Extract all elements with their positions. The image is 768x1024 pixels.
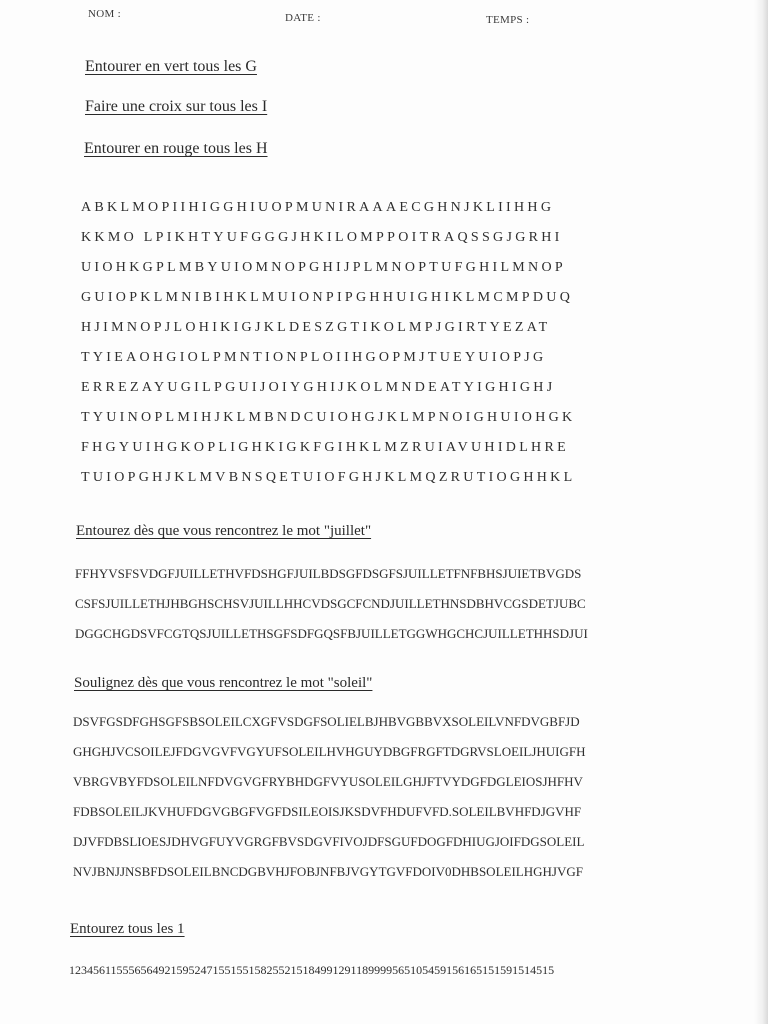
name-field-label: NOM : bbox=[88, 8, 121, 20]
juillet-line: CSFSJUILLETHJHBGHSCHSVJUILLHHCVDSGCFCNDJUILLETHNSDBHVCGSDETJUBC bbox=[75, 596, 586, 611]
soleil-line: DSVFGSDFGHSGFSBSOLEILCXGFVSDGFSOLIELBJHBVGBBVXSOLEILVNFDVGBFJD bbox=[73, 714, 580, 729]
date-field-label: DATE : bbox=[285, 12, 321, 24]
instruction-ones: Entourez tous les 1 bbox=[70, 921, 185, 937]
letter-grid-row: HJIMNOPJLOHIKIGJKLDESZGTIKOLMPJGIRTYEZAT bbox=[81, 320, 551, 335]
soleil-line: NVJBNJJNSBFDSOLEILBNCDGBVHJFOBJNFBJVGYTGVFDOIV0DHBSOLEILHGHJVGF bbox=[73, 864, 583, 879]
letter-grid-row: UIOHKGPLMBYUIOMNOPGHIJPLMNOPTUFGHILMNOP bbox=[81, 260, 566, 275]
letter-grid-row: ERREZAYUGILPGUIJOIYGHIJKOLMNDEATYIGHIGHJ bbox=[81, 380, 556, 395]
letter-grid-row: ABKLMOPIIHIGGHIUOPMUNIRAAAECGHNJKLIIHHG bbox=[81, 200, 555, 215]
instruction-circle-g: Entourer en vert tous les G bbox=[85, 58, 257, 75]
soleil-line: DJVFDBSLIOESJDHVGFUYVGRGFBVSDGVFIVOJDFSGUFDOGFDHIUGJOIFDGSOLEIL bbox=[73, 834, 585, 849]
soleil-line: FDBSOLEILJKVHUFDGVGBGFVGFDSILEOISJKSDVFHDUFVFD.SOLEILBVHFDJGVHF bbox=[73, 804, 582, 819]
time-field-label: TEMPS : bbox=[486, 14, 530, 26]
soleil-line: VBRGVBYFDSOLEILNFDVGVGFRYBHDGFVYUSOLEILGHJFTVYDGFDGLEIOSJHFHV bbox=[73, 774, 583, 789]
scan-edge-shadow bbox=[754, 0, 768, 1024]
instruction-juillet: Entourez dès que vous rencontrez le mot "juillet" bbox=[76, 523, 372, 539]
letter-grid-row: FHGYUIHGKOPLIGHKIGKFGIHKLMZRUIAVUHIDLHRE bbox=[81, 440, 569, 455]
instruction-cross-i: Faire une croix sur tous les I bbox=[85, 98, 268, 115]
digits-line: 123456115556564921595247155155158255215184991291189999565105459156165151591514515 bbox=[69, 963, 555, 977]
juillet-line: FFHYVSFSVDGFJUILLETHVFDSHGFJUILBDSGFDSGFSJUILLETFNFBHSJUIETBVGDS bbox=[75, 566, 582, 581]
letter-grid-row: GUIOPKLMNIBIHKLMUIONPIPGHHUIGHIKLMCMPDUQ bbox=[81, 290, 574, 305]
letter-grid-row: TYUINOPLMIHJKLMBNDCUIOHGJKLMPNOIGHUIOHGK bbox=[81, 410, 576, 425]
instruction-soleil: Soulignez dès que vous rencontrez le mot "soleil" bbox=[74, 675, 373, 691]
letter-grid-row: TUIOPGHJKLMVBNSQETUIOFGHJKLMQZRUTIOGHHKL bbox=[81, 470, 576, 485]
instruction-circle-h: Entourer en rouge tous les H bbox=[84, 140, 268, 157]
letter-grid-row: TYIEAOHGIOLPMNTIONPLOIIHGOPMJTUEYUIOPJG bbox=[81, 350, 547, 365]
letter-grid-row: KKMO LPIKHTYUFGGGJHKILOMPPOITRAQSSGJGRHI bbox=[81, 230, 563, 245]
soleil-line: GHGHJVCSOILEJFDGVGVFVGYUFSOLEILHVHGUYDBGFRGFTDGRVSLOEILJHUIGFH bbox=[73, 744, 586, 759]
juillet-line: DGGCHGDSVFCGTQSJUILLETHSGFSDFGQSFBJUILLETGGWHGCHCJUILLETHHSDJUI bbox=[75, 626, 588, 641]
